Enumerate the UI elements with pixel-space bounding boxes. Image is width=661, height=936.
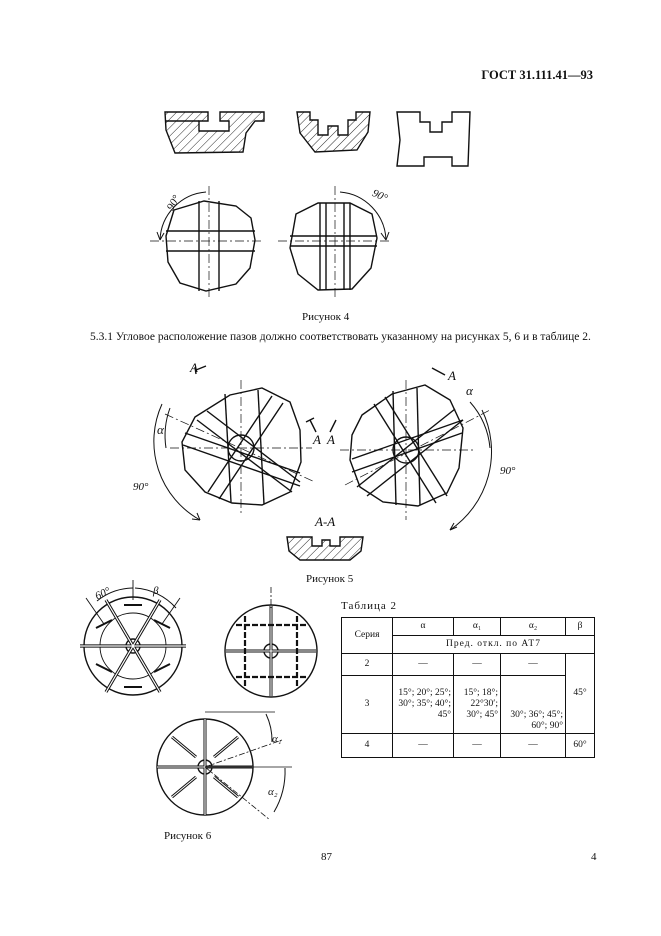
col-beta: β <box>566 618 595 636</box>
cell-series: 4 <box>342 734 393 758</box>
table-row <box>342 676 595 734</box>
fig5-section-profile <box>287 537 363 560</box>
fig6-alpha2: α₂ <box>268 786 278 798</box>
cell-series: 3 <box>342 676 393 734</box>
fig6-disc-3 <box>157 712 292 820</box>
fig5-mark-a-left: А <box>190 360 198 375</box>
fig4-profile-1 <box>165 112 264 153</box>
col-alpha: α <box>393 618 454 636</box>
fig6-disc-2 <box>225 587 317 697</box>
cell-alpha2: 30°; 36°; 45°; 60°; 90° <box>501 676 566 734</box>
fig6-alpha1: α₁ <box>272 733 282 745</box>
fig4-plate-right <box>278 186 390 300</box>
cell-alpha1: — <box>454 734 501 758</box>
fig4-angle-left: 90° <box>164 193 183 213</box>
page-number-center: 87 <box>321 851 332 863</box>
figure5-caption: Рисунок 5 <box>306 573 354 585</box>
cell-series: 2 <box>342 654 393 676</box>
gost-header: ГОСТ 31.111.41—93 <box>481 68 593 82</box>
fig5-section-marks <box>306 418 336 432</box>
fig4-angle-right: 90° <box>370 187 390 205</box>
fig5-angle-left: 90° <box>133 481 149 493</box>
fig6-beta: β <box>153 585 159 597</box>
col-alpha1: α₁ <box>454 618 501 636</box>
fig5-plate-left <box>154 366 315 520</box>
table2-title: Таблица 2 <box>341 600 398 612</box>
table2 <box>341 617 595 758</box>
cell-beta-2-3: 45° <box>566 654 595 734</box>
fig5-mark-a-mid2: А <box>327 432 335 447</box>
fig5-section-label: А-А <box>315 514 336 529</box>
fig5-angle-right: 90° <box>500 465 516 477</box>
fig5-mark-a-right: А <box>448 368 456 383</box>
cell-alpha2: — <box>501 654 566 676</box>
cell-beta: 60° <box>566 734 595 758</box>
cell-alpha: — <box>393 654 454 676</box>
table-row <box>342 654 595 676</box>
paragraph-5-3-1: 5.3.1 Угловое расположение пазов должно соответствовать указанному на рисунках 5, 6 и в таблице 2. <box>90 331 591 343</box>
fig6-angle-60: 60° <box>93 585 113 603</box>
col-series: Серия <box>342 618 393 654</box>
cell-alpha: — <box>393 734 454 758</box>
cell-alpha1: 15°; 18°; 22°30′; 30°; 45° <box>454 676 501 734</box>
fig5-mark-a-mid1: А <box>313 432 321 447</box>
figure4-caption: Рисунок 4 <box>302 311 350 323</box>
cell-alpha1: — <box>454 654 501 676</box>
page-number-right: 4 <box>591 851 597 863</box>
table-row <box>342 734 595 758</box>
col-alpha2: α₂ <box>501 618 566 636</box>
figure6-caption: Рисунок 6 <box>164 830 212 842</box>
fig4-profile-3 <box>397 112 470 166</box>
tolerance-row: Пред. откл. по АТ7 <box>393 636 595 654</box>
cell-alpha: 15°; 20°; 25°; 30°; 35°; 40°; 45° <box>393 676 454 734</box>
fig5-alpha-left: α <box>157 422 164 437</box>
cell-alpha2: — <box>501 734 566 758</box>
fig4-profile-2 <box>297 112 370 152</box>
fig5-alpha-right: α <box>466 383 473 398</box>
